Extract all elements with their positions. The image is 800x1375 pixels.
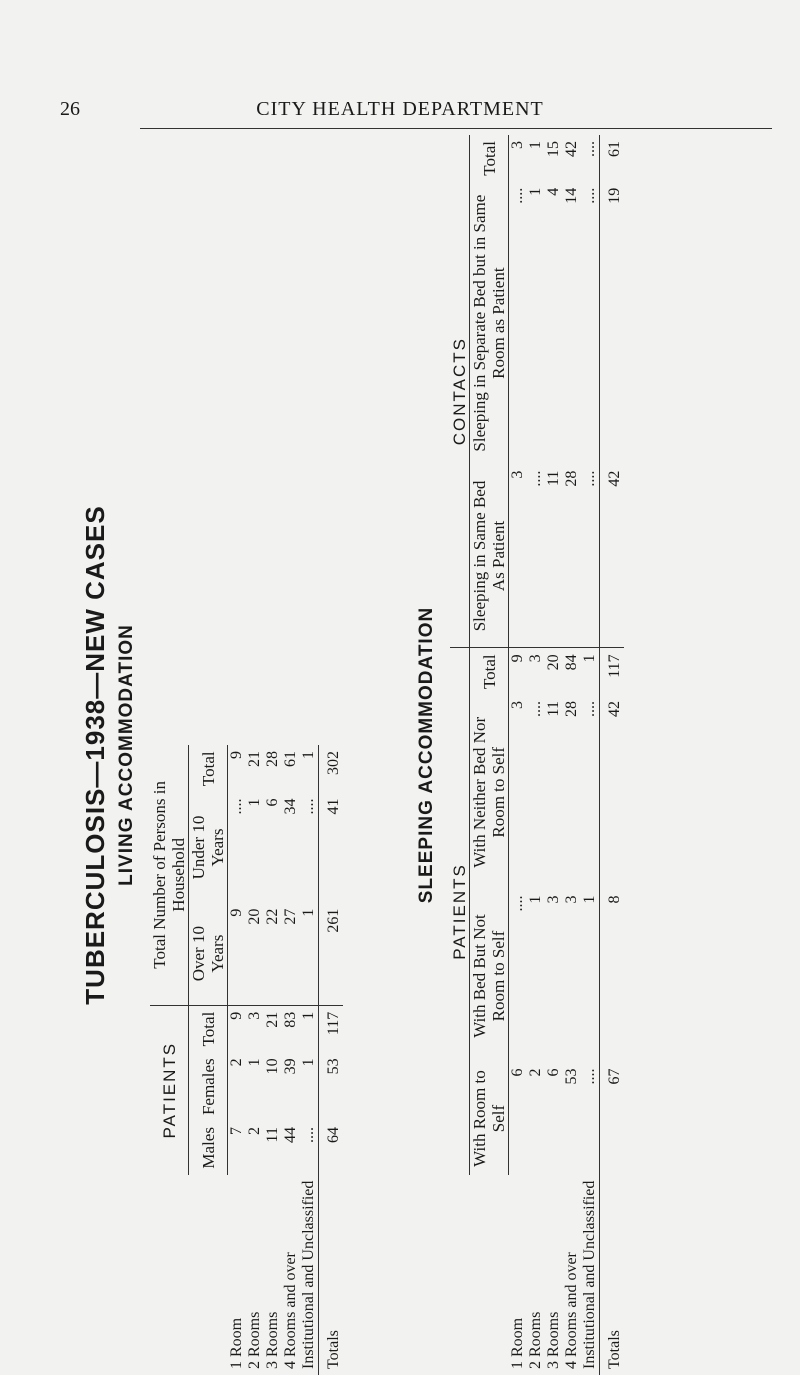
table-row: 4 Rooms and over 44 39 83 27 34 61 [282, 751, 299, 1369]
contacts-header: CONTACTS [450, 135, 470, 648]
page-header [0, 98, 800, 128]
table-row: 1 Room 6 .... 3 9 3 .... 3 [508, 141, 526, 1369]
table-row: 2 Rooms 2 1 3 20 1 21 [246, 751, 263, 1369]
totals-row: Totals 64 53 117 261 41 302 [319, 745, 344, 1375]
col-males: Males [189, 1121, 228, 1175]
header-rule [140, 128, 772, 129]
page-number: 26 [60, 98, 80, 120]
col-patients-total: Total [470, 648, 509, 695]
table-row: 2 Rooms 2 1 .... 3 .... 1 1 [527, 141, 544, 1369]
col-total: Total [189, 1005, 228, 1052]
living-title: LIVING ACCOMMODATION [116, 624, 137, 886]
table-row: 1 Room 7 2 9 9 .... 9 [227, 751, 245, 1369]
col-females: Females [189, 1052, 228, 1121]
table-row: 4 Rooms and over 53 3 28 84 28 14 42 [563, 141, 580, 1369]
sleeping-title: SLEEPING ACCOMMODATION [416, 606, 437, 904]
col-separate-bed: Sleeping in Separate Bed but in Same Room as Patient [470, 182, 509, 465]
table-row: Institutional and Unclassified .... 1 1 1 .... 1 [300, 751, 317, 1369]
col-room-to-self: With Room to Self [470, 1063, 509, 1175]
living-table [150, 745, 343, 1375]
living-patients-header: PATIENTS [150, 1005, 189, 1174]
household-header: Total Number of Persons in Household [150, 745, 189, 1005]
main-title: TUBERCULOSIS—1938—NEW CASES [80, 505, 110, 1005]
sleeping-table [450, 135, 624, 1375]
running-title: CITY HEALTH DEPARTMENT [256, 98, 544, 120]
col-neither: With Neither Bed Nor Room to Self [470, 695, 509, 890]
col-contacts-total: Total [470, 135, 509, 182]
table-row: 3 Rooms 6 3 11 20 11 4 15 [545, 141, 562, 1369]
table-row: Institutional and Unclassified .... 1 .... 1 .... .... .... [581, 141, 598, 1369]
col-same-bed: Sleeping in Same Bed As Patient [470, 465, 509, 648]
col-hh-total: Total [189, 745, 228, 792]
table-row: 3 Rooms 11 10 21 22 6 28 [264, 751, 281, 1369]
col-under10: Under 10 Years [189, 792, 228, 902]
totals-row: Totals 67 8 42 117 42 19 61 [600, 135, 625, 1375]
sleeping-patients-header: PATIENTS [450, 648, 470, 1175]
rotated-content [80, 135, 740, 1375]
col-over10: Over 10 Years [189, 903, 228, 1006]
col-bed-not-room: With Bed But Not Room to Self [470, 890, 509, 1063]
